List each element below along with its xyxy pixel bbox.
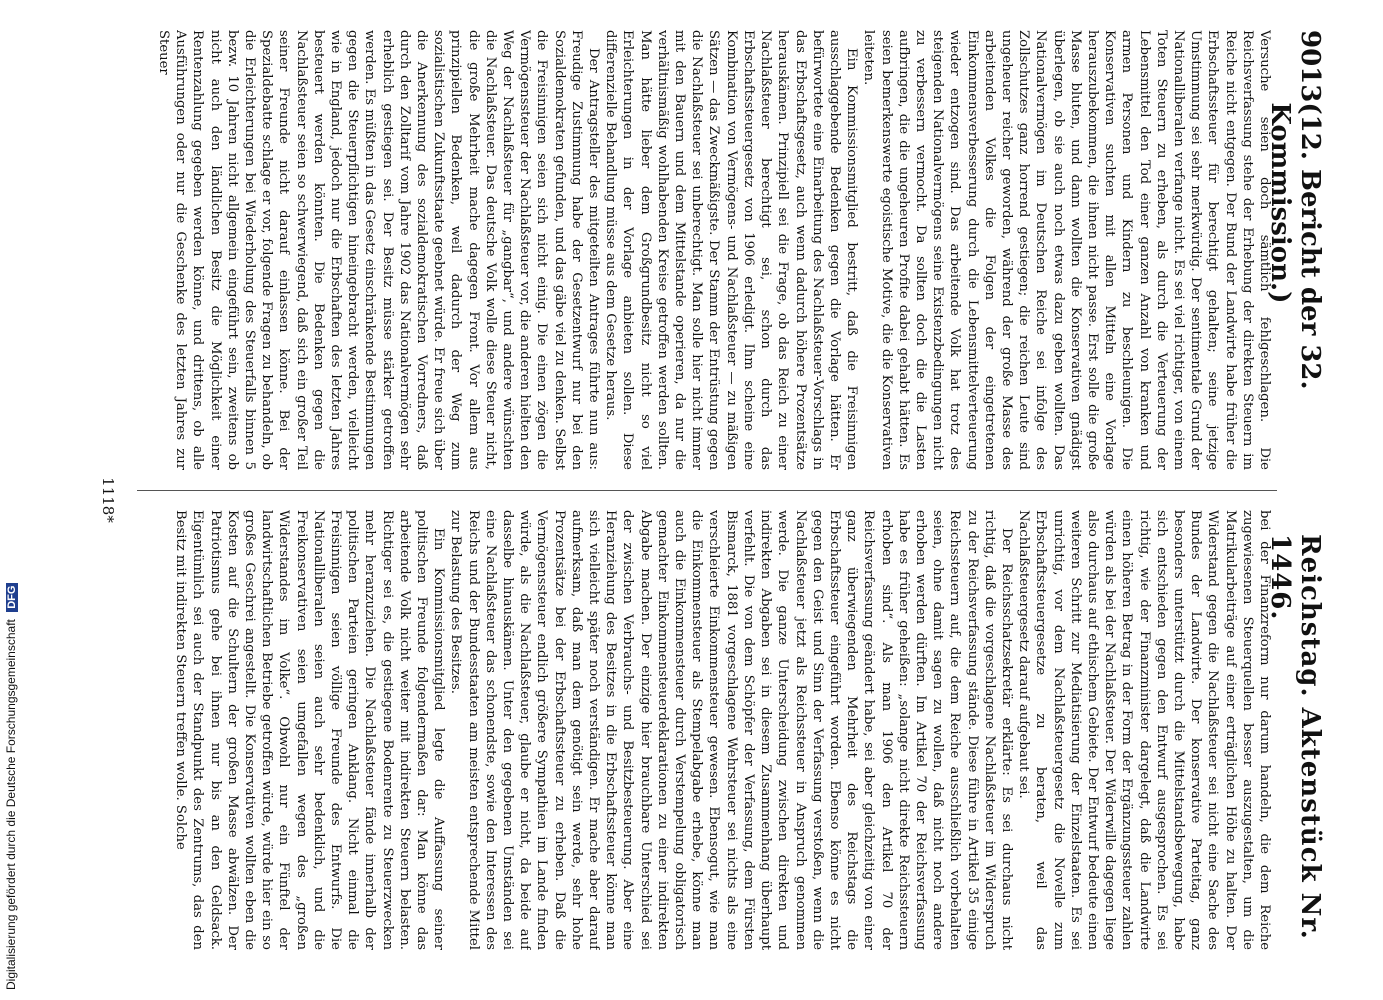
column-divider	[137, 490, 1277, 491]
paragraph: Ein Kommissionsmitglied legte die Auffassung seiner politischen Freunde folgendermaßen dar: Man könne das arbeitende Volk nicht weiter mit indirekten Steuern belasten. Richtiger sei es, die gestiegene Bodenrente zu Steuerzwecken mehr heranzuziehen. Die Nachlaßsteuer fände innerhalb der politischen Parteien geringen Anklang. Nicht einmal die Freisinnigen seien völlige Freunde des Entwurfs. Die Nationalliberalen seien auch sehr bedenklich, und die Freikonservativen seien umgefallen wegen des „großen Widerstandes im Volke“. Obwohl nur ein Fünftel der landwirtschaftlichen Betriebe getroffen würde, würde hier ein so großes Geschrei angestellt. Die Konservativen wollten eben die Kosten auf die Schultern der großen Masse abwälzen. Der Patriotismus gehe bei ihnen nur bis an den Geldsack. Eigentümlich sei auch der Standpunkt des Zentrums, das den Besitz mit indirekten Steuern treffen wolle. Solche	[173, 510, 447, 950]
paragraph: Versuche seien doch sämtlich fehlgeschlagen. Die Reichsverfassung stehe der Erhebung der direkten Steuern im Reiche nicht entgegen. Der Bund der Landwirte habe früher die Erbschaftssteuer für berechtigt gehalten; seine jetzige Umstimmung sei sehr merkwürdig. Der sentimentale Grund der Nationalliberalen verfange nicht. Es sei viel richtiger, von einem Toten Steuern zu erheben, als durch die Verteuerung der Lebensmittel den Tod einer ganzen Anzahl von kranken und armen Personen und Kindern zu beschleunigen. Die Konservativen suchten mit allen Mitteln eine Vorlage herauszubekommen, die ihnen nicht passe. Erst solle die große Masse bluten, und dann wollten die Konservativen gnädigst überlegen, ob sie auch noch etwas dazu geben wollten. Das Nationalvermögen im Deutschen Reiche sei infolge des Zollschutzes ganz horrend gestiegen; die reichen Leute sind ungeheuer reicher geworden, während der große Masse des arbeitenden Volkes die Folgen der eingetretenen Einkommensverbesserung durch die Lebensmittelverteuerung wieder entzogen sind. Das arbeitende Volk hat trotz des steigenden Nationalvermögens seine Existenzbedingungen nicht zu verbessern vermocht. Da sollten doch die die Lasten aufbringen, die die ungeheuren Profite dabei gehabt hätten. Es seien bemerkenswerte egoistische Motive, die die Konservativen leiteten.	[861, 30, 1272, 470]
document-page	[85, 30, 1325, 970]
page-number: 9013	[1295, 30, 1325, 103]
credit-text: Digitalisierung gefördert durch die Deutsche Forschungsgemeinschaft	[4, 619, 18, 990]
document-title: Reichstag. Aktenstück Nr. 1446.	[1265, 534, 1325, 940]
paragraph: Der Reichsschatzsekretär erklärte: Es sei durchaus nicht richtig, daß die vorgeschlagene Nachlaßsteuer im Widerspruch zu der Reichsverfassung stände. Diese führe in Artikel 35 einige Reichssteuern auf, die dem Reiche ausschließlich vorbehalten seien, ohne damit sagen zu wollen, daß nicht noch andere erhoben werden dürften. Im Artikel 70 der Reichsverfassung habe es früher geheißen: „solange nicht direkte Reichssteuern erhoben sind“. Als man 1906 den Artikel 70 der Reichsverfassung geändert habe, sei aber gleichzeitig von einer ganz überwiegenden Mehrheit des Reichstags die Erbschaftssteuer eingeführt worden. Ebenso könne es nicht gegen den Geist und Sinn der Verfassung verstoßen, wenn die Nachlaßsteuer jetzt als Reichssteuer in Anspruch genommen werde. Die ganze Unterscheidung zwischen direkten und indirekten Abgaben sei in diesem Zusammenhang überhaupt verfehlt. Die von dem Schöpfer der Verfassung, dem Fürsten Bismarck, 1881 vorgeschlagene Wehrsteuer sei nichts als eine verschleierte Einkommensteuer gewesen. Ebensogut, wie man die Einkommensteuer als Stempelabgabe erhebe, könne man auch die Einkommensteuer durch Verstempelung obligatorisch gemachter Einkommensteuerdeklarationen zu einer indirekten Abgabe machen. Der einzige hier brauchbare Unterschied sei der zwischen Verbrauchs- und Besitzbesteuerung. Aber eine Heranziehung des Besitzes in die Erbschaftssteuer könne man sich vielleicht später noch verständigen. Er mache aber darauf aufmerksam, daß man dem genötigt sein werde, sehr hohe Prozentsätze bei der Erbschaftssteuer zu erheben. Daß die Vermögenssteuer endlich größere Sympathien im Lande finden würde, als die Nachlaßsteuer, glaube er nicht, da beide auf dasselbe hinauskämen. Unter den gegebenen Umständen sei eine Nachlaßsteuer das schonendste, sowie den Interessen des Reichs und der Bundesstaaten am meisten entsprechende Mittel zur Belastung des Besitzes.	[448, 510, 1014, 950]
paragraph: Der Antragsteller des mitgeteilten Antrages führte nun aus: Freudige Zustimmung habe der Gesetzentwurf nur bei den Sozialdemokraten gefunden, und das gäbe viel zu denken. Selbst die Freisinnigen seien sich nicht einig. Die einen zögen die Vermögenssteuer der Nachlaßsteuer vor, die anderen hielten den Weg der Nachlaßsteuer für „gangbar“, und andere wünschten die Nachlaßsteuer. Das deutsche Volk wolle diese Steuer nicht, die große Mehrheit mache dagegen Front. Vor allem aus prinzipiellen Bedenken, weil dadurch der Weg zum sozialistischen Zukunftsstaate geebnet würde. Er freue sich über die Anerkennung des sozialdemokratischen Vorredners, daß durch den Zolltarif vom Jahre 1902 das Nationalvermögen sehr erheblich gestiegen sei. Der Besitz müsse stärker getroffen werden. Es müßten in das Gesetz einschränkende Bestimmungen gegen die Steuerpflichtigen hineingebracht werden, vielleicht wie in England, jedoch nur die Erbschaften des letzten Jahres besteuert werden könnten. Die Bedenken gegen die Nachlaßsteuer seien so schwerwiegend, daß sich ein großer Teil seiner Freunde nicht darauf einlassen könne. Bei der Spezialdebatte schlage er vor, folgende Fragen zu behandeln, ob die Erleichterungen bei Wiederholung des Steuerfalls binnen 5 bezw. 10 Jahren nicht allgemein eingeführt sein, zweitens ob nicht auch den ländlichen Besitz die Möglichkeit einer Rentenzahlung gegeben werden könne, und drittens, ob alle Ausführungen oder nur die Geschenke des letzten Jahres zur Steuer	[156, 30, 602, 470]
page-header	[1265, 30, 1325, 970]
report-reference: (12. Bericht der 32. Kommission.)	[1265, 102, 1325, 390]
signature-mark: 1118*	[99, 477, 117, 523]
paragraph: bei der Finanzreform nur darum handeln, die dem Reiche zugewiesenen Steuerquellen besser auszugestalten, um die Matrikularbeiträge auf einer erträglichen Höhe zu halten. Der Widerstand gegen die Nachlaßsteuer sei nicht eine Sache des Bundes der Landwirte. Der konservative Parteitag, ganz besonders unterstützt durch die Mittelstandsbewegung, habe sich entschieden gegen den Entwurf ausgesprochen. Es sei richtig, wie der Finanzminister dargelegt, daß die Landwirte einen höheren Betrag in der Form der Ergänzungssteuer zahlen würden als bei der Nachlaßsteuer. Der Widerwille dagegen liege also durchaus auf ethischem Gebiete. Der Entwurf bedeute einen weiteren Schritt zur Mediatisierung der Einzelstaaten. Es sei unrichtig, vor dem Nachlaßsteuergesetz die Novelle zum Erbschaftssteuergesetze zu beraten, weil das Nachlaßsteuergesetz darauf aufgebaut sei.	[1016, 510, 1272, 950]
text-column-left	[133, 30, 1273, 470]
digitization-credit	[4, 583, 18, 990]
paragraph: Ein Kommissionsmitglied bestritt, daß die Freisinnigen ausschlaggebende Bedenken gegen die Vorlage hätten. Er befürwortete eine Einarbeitung des Nachlaßsteuer-Vorschlags in das Erbschaftsgesetz, auch wenn dadurch höhere Prozentsätze herauskämen. Prinzipiell sei die Frage, ob das Reich zu einer Nachlaßsteuer berechtigt sei, schon durch das Erbschaftssteuergesetz von 1906 erledigt. Ihm scheine eine Kombination von Vermögens- und Nachlaßsteuer — zu mäßigen Sätzen — das Zweckmäßigste. Der Stamm der Entrüstung gegen die Nachlaßsteuer sei unberechtigt. Man solle hier nicht immer mit den Bauern und dem Mittelstande operieren, da nur die verhältnismäßig wohlhabenden Kreise getroffen werden sollten. Man hätte lieber dem Großgrundbesitz nicht so viel Erleichterungen in der Vorlage anbieten sollen. Diese differenzielle Behandlung müsse aus dem Gesetze heraus.	[603, 30, 860, 470]
dfg-logo: DFG	[6, 583, 18, 612]
text-column-right	[133, 510, 1273, 950]
